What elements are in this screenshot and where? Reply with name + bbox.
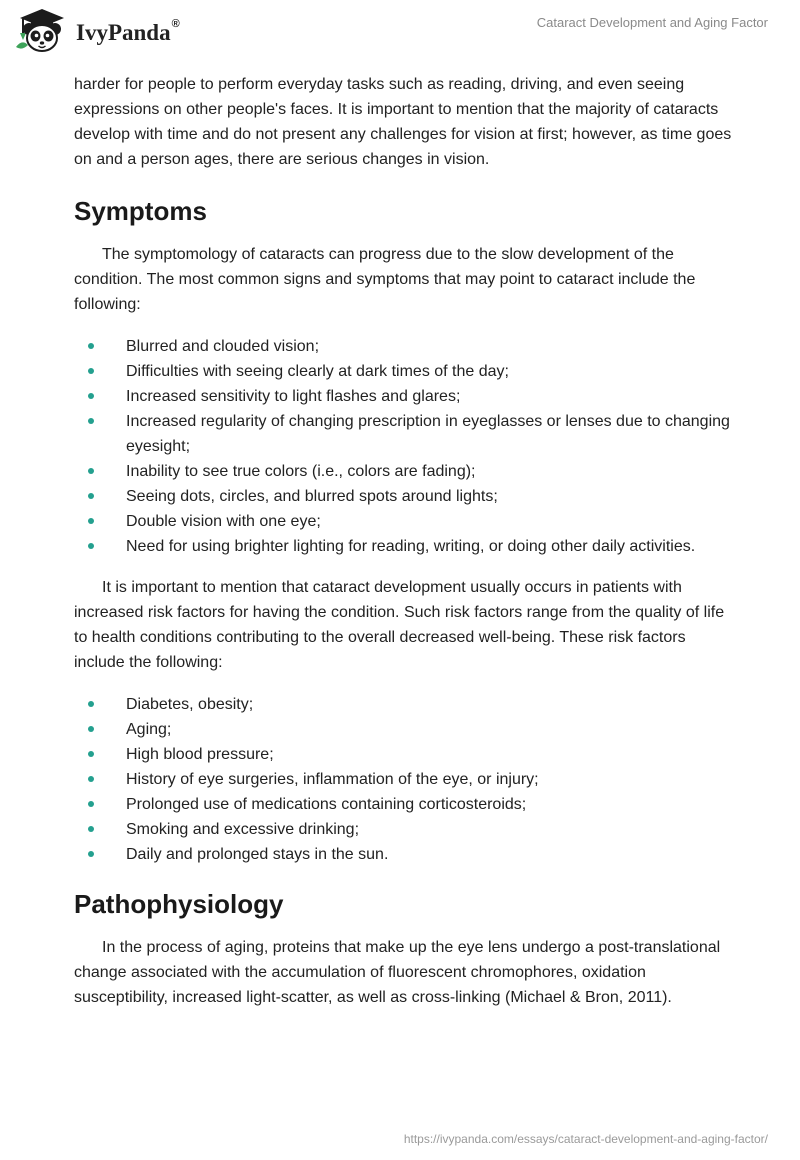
bullet-icon	[88, 543, 94, 549]
essay-content	[74, 72, 734, 1010]
list-item: Increased sensitivity to light flashes and glares;	[74, 384, 734, 409]
list-item: Difficulties with seeing clearly at dark times of the day;	[74, 359, 734, 384]
list-item: Blurred and clouded vision;	[74, 334, 734, 359]
bullet-icon	[88, 701, 94, 707]
intro-paragraph: harder for people to perform everyday tasks such as reading, driving, and even seeing expressions on other people's faces. It is important to mention that the majority of cataracts develop with time and do not present any challenges for vision at first; however, as time goes on and a person ages, there are serious changes in vision.	[74, 76, 732, 168]
source-url-link[interactable]: https://ivypanda.com/essays/cataract-development-and-aging-factor/	[403, 1132, 768, 1146]
list-item: Daily and prolonged stays in the sun.	[74, 842, 734, 867]
registered-mark: ®	[171, 18, 180, 31]
risk-factors-list	[74, 692, 734, 867]
panda-graduate-icon	[14, 7, 70, 55]
page-header	[0, 0, 800, 60]
bullet-icon	[88, 418, 94, 424]
list-item: Prolonged use of medications containing corticosteroids;	[74, 792, 734, 817]
bullet-icon	[88, 518, 94, 524]
bullet-icon	[88, 826, 94, 832]
list-item: Double vision with one eye;	[74, 509, 734, 534]
bullet-icon	[88, 851, 94, 857]
bullet-icon	[88, 801, 94, 807]
brand-name: IvyPanda®	[76, 18, 180, 45]
list-item: Increased regularity of changing prescription in eyeglasses or lenses due to changing eyesight;	[74, 409, 734, 459]
symptoms-heading: Symptoms	[74, 196, 207, 226]
bullet-icon	[88, 493, 94, 499]
document-title: Cataract Development and Aging Factor	[536, 15, 768, 30]
pathophysiology-heading: Pathophysiology	[74, 889, 284, 919]
list-item: Inability to see true colors (i.e., colors are fading);	[74, 459, 734, 484]
ivypanda-logo[interactable]	[14, 7, 194, 57]
list-item: Diabetes, obesity;	[74, 692, 734, 717]
bullet-icon	[88, 343, 94, 349]
list-item: High blood pressure;	[74, 742, 734, 767]
symptoms-intro-paragraph: The symptomology of cataracts can progress due to the slow development of the condition. The most common signs and symptoms that may point to cataract include the following:	[74, 246, 696, 313]
list-item: Seeing dots, circles, and blurred spots around lights;	[74, 484, 734, 509]
risk-factors-intro-paragraph: It is important to mention that cataract development usually occurs in patients with increased risk factors for having the condition. Such risk factors range from the quality of life to health conditions contributing to the overall decreased well-being. These risk factors include the following:	[74, 579, 725, 671]
bullet-icon	[88, 368, 94, 374]
list-item: Aging;	[74, 717, 734, 742]
bullet-icon	[88, 726, 94, 732]
bullet-icon	[88, 393, 94, 399]
bullet-icon	[88, 468, 94, 474]
list-item: Smoking and excessive drinking;	[74, 817, 734, 842]
bullet-icon	[88, 776, 94, 782]
list-item: History of eye surgeries, inflammation of the eye, or injury;	[74, 767, 734, 792]
list-item: Need for using brighter lighting for reading, writing, or doing other daily activities.	[74, 534, 734, 559]
pathophysiology-paragraph: In the process of aging, proteins that make up the eye lens undergo a post-translational change associated with the accumulation of fluorescent chromophores, oxidation susceptibility, increased light-scatter, as well as cross-linking (Michael & Bron, 2011).	[74, 939, 721, 1006]
symptoms-list	[74, 334, 734, 559]
bullet-icon	[88, 751, 94, 757]
